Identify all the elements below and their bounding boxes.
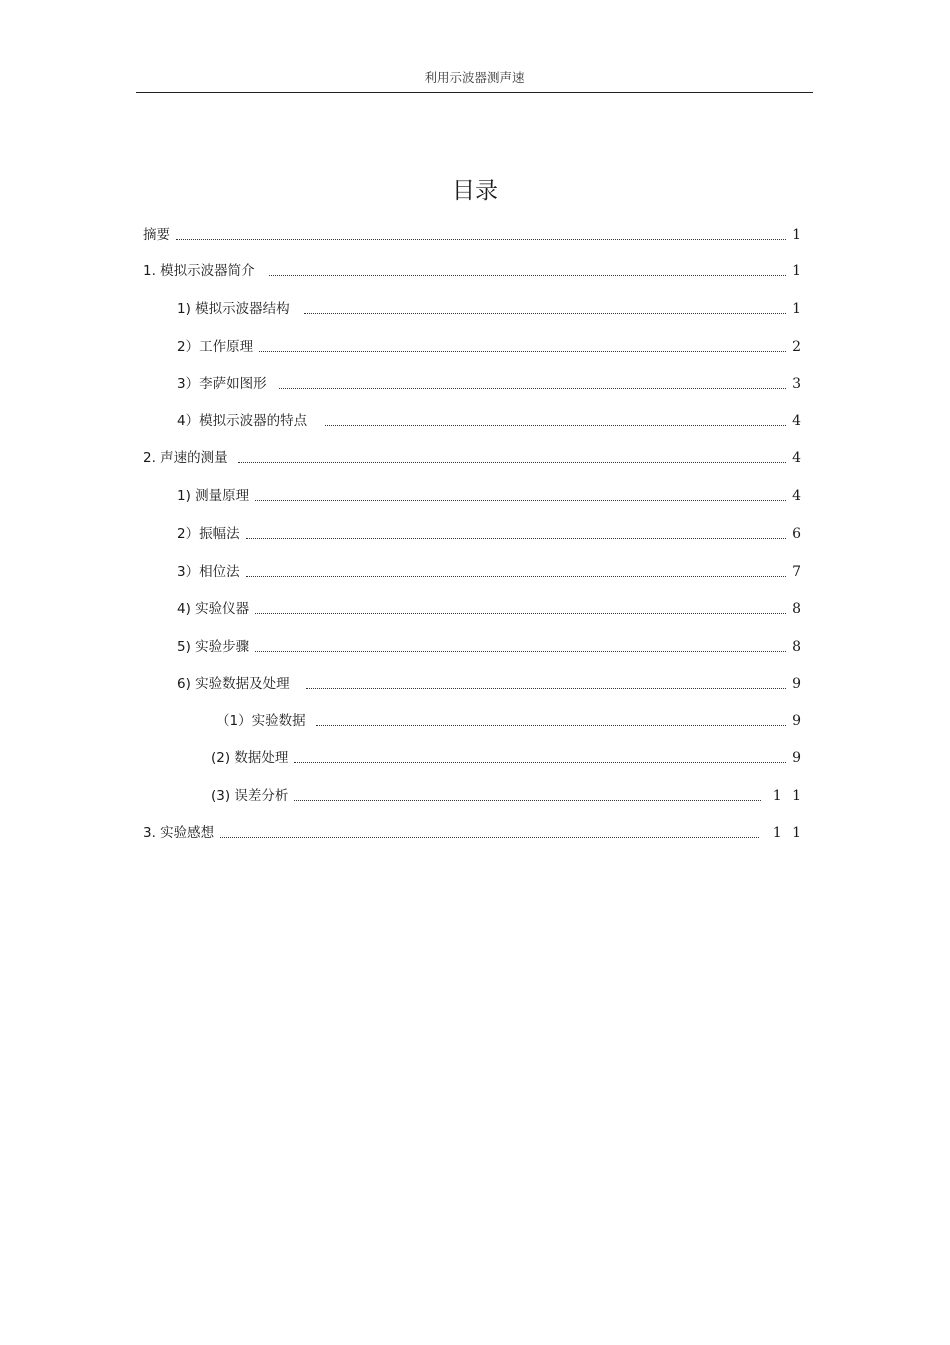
toc-entry-page: 8 <box>792 601 804 617</box>
toc-entry-label: 3）李萨如图形 <box>177 376 267 392</box>
toc-entry-1-2[interactable] <box>177 336 804 358</box>
dot-leader <box>255 650 786 652</box>
toc-entry-1-4[interactable] <box>177 410 804 432</box>
toc-entry-page: 1 <box>792 227 804 243</box>
toc-entry-abstract[interactable] <box>143 224 804 246</box>
toc-entry-page: 4 <box>792 488 804 504</box>
toc-entry-label: (2) 数据处理 <box>211 750 289 766</box>
dot-leader <box>259 350 786 352</box>
toc-entry-label: 摘要 <box>143 227 170 243</box>
toc-entry-label: (3) 误差分析 <box>211 788 289 804</box>
toc-entry-2-6-3[interactable] <box>211 785 804 807</box>
toc-entry-label: 4) 实验仪器 <box>177 601 250 617</box>
toc-entry-2-1[interactable] <box>177 485 804 507</box>
toc-entry-1-3[interactable] <box>177 373 804 395</box>
toc-entry-page: 1 1 <box>772 788 804 804</box>
toc-entry-label: 3. 实验感想 <box>143 825 215 841</box>
toc-title: 目录 <box>452 178 498 204</box>
toc-entry-page: 9 <box>792 750 804 766</box>
dot-leader <box>306 687 786 689</box>
toc-entry-label: 1. 模拟示波器简介 <box>143 263 255 279</box>
toc-entry-label: 5) 实验步骤 <box>177 639 250 655</box>
toc-entry-2-3[interactable] <box>177 561 804 583</box>
toc-entry-2-6-1[interactable] <box>216 710 804 732</box>
toc-entry-label: （1）实验数据 <box>216 713 306 729</box>
toc-entry-page: 9 <box>792 713 804 729</box>
toc-entry-2-5[interactable] <box>177 636 804 658</box>
dot-leader <box>279 387 786 389</box>
dot-leader <box>294 761 786 763</box>
toc-entry-2-6-2[interactable] <box>211 747 804 769</box>
toc-entry-label: 2）工作原理 <box>177 339 254 355</box>
dot-leader <box>246 575 786 577</box>
dot-leader <box>316 724 786 726</box>
toc-entry-page: 4 <box>792 450 804 466</box>
dot-leader <box>255 499 786 501</box>
dot-leader <box>176 238 786 240</box>
toc-entry-page: 1 1 <box>772 825 804 841</box>
toc-entry-label: 1) 测量原理 <box>177 488 250 504</box>
toc-entry-label: 4）模拟示波器的特点 <box>177 413 308 429</box>
running-title: 利用示波器测声速 <box>424 70 525 85</box>
toc-entry-page: 3 <box>792 376 804 392</box>
toc-entry-section-1[interactable] <box>143 260 804 282</box>
toc-entry-2-2[interactable] <box>177 523 804 545</box>
dot-leader <box>220 836 759 838</box>
toc-entry-section-2[interactable] <box>143 447 804 469</box>
toc-entry-page: 4 <box>792 413 804 429</box>
dot-leader <box>246 537 786 539</box>
toc-entry-2-4[interactable] <box>177 598 804 620</box>
dot-leader <box>294 799 760 801</box>
toc-entry-page: 1 <box>792 301 804 317</box>
toc-entry-page: 9 <box>792 676 804 692</box>
toc-entry-page: 2 <box>792 339 804 355</box>
toc-entry-label: 2）振幅法 <box>177 526 240 542</box>
toc-entry-label: 3）相位法 <box>177 564 240 580</box>
dot-leader <box>325 424 786 426</box>
toc-entry-label: 6) 实验数据及处理 <box>177 676 290 692</box>
toc-entry-page: 8 <box>792 639 804 655</box>
toc-entry-page: 6 <box>792 526 804 542</box>
dot-leader <box>255 612 786 614</box>
toc-entry-1-1[interactable] <box>177 298 804 320</box>
toc-entry-page: 7 <box>792 564 804 580</box>
toc-entry-section-3[interactable] <box>143 822 804 844</box>
dot-leader <box>238 461 786 463</box>
toc-entry-2-6[interactable] <box>177 673 804 695</box>
dot-leader <box>269 274 786 276</box>
toc-entry-label: 2. 声速的测量 <box>143 450 228 466</box>
dot-leader <box>304 312 786 314</box>
toc-entry-label: 1) 模拟示波器结构 <box>177 301 290 317</box>
toc-entry-page: 1 <box>792 263 804 279</box>
